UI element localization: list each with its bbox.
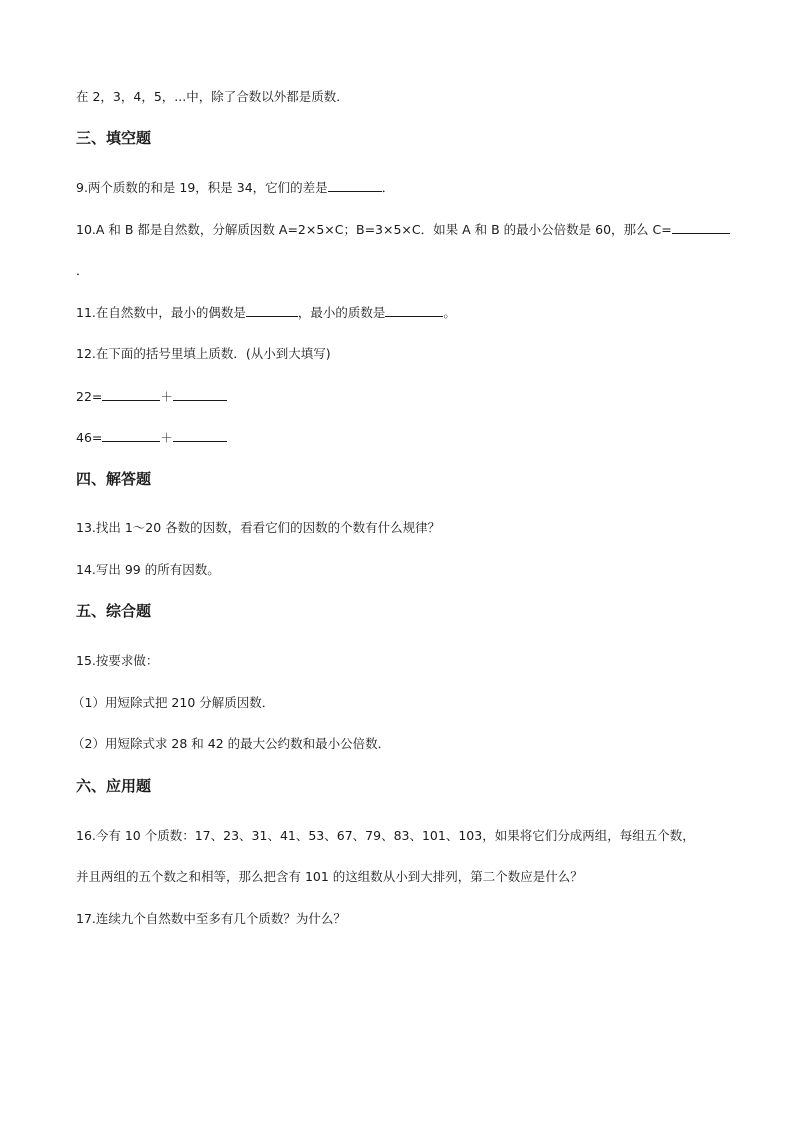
answer-blank-q9[interactable]	[328, 178, 382, 192]
question-11-text-a: 11.在自然数中，最小的偶数是	[76, 305, 246, 320]
question-17: 17.连续九个自然数中至多有几个质数？为什么？	[76, 911, 346, 926]
section-heading-fill-blank: 三、填空题	[76, 129, 152, 147]
question-12-equation-1	[76, 387, 227, 406]
question-9-text: 9.两个质数的和是 19，积是 34，它们的差是	[76, 180, 328, 195]
question-10-end: ．	[76, 263, 89, 278]
equation-1-lhs: 22=	[76, 389, 103, 404]
question-10-text: 10.A 和 B 都是自然数，分解质因数 A=2×5×C；B=3×5×C．如果 A 和 B 的最小公倍数是 60，那么 C=	[76, 222, 672, 237]
section-heading-comprehensive: 五、综合题	[76, 602, 152, 620]
question-15-part-2: （2）用短除式求 28 和 42 的最大公约数和最小公倍数．	[72, 736, 391, 751]
plus-sign: ＋	[160, 389, 173, 404]
question-11-text-b: ，最小的质数是	[297, 305, 386, 320]
question-12: 12.在下面的括号里填上质数．(从小到大填写)	[76, 346, 331, 361]
answer-blank-q12-eq1-b[interactable]	[173, 387, 227, 401]
question-9	[76, 178, 394, 197]
answer-blank-q12-eq1-a[interactable]	[102, 387, 160, 401]
intro-statement: 在 2，3，4，5，...中，除了合数以外都是质数．	[76, 89, 349, 104]
question-12-equation-2	[76, 428, 227, 447]
section-heading-application: 六、应用题	[76, 777, 152, 795]
question-14: 14.写出 99 的所有因数。	[76, 562, 220, 577]
question-15-part-1: （1）用短除式把 210 分解质因数．	[72, 695, 275, 710]
plus-sign: ＋	[160, 430, 173, 445]
question-11	[76, 303, 456, 322]
section-heading-solve: 四、解答题	[76, 470, 152, 488]
question-16-line-2: 并且两组的五个数之和相等，那么把含有 101 的这组数从小到大排列，第二个数应是什么？	[76, 869, 583, 884]
question-13: 13.找出 1～20 各数的因数，看看它们的因数的个数有什么规律？	[76, 520, 441, 535]
answer-blank-q11-a[interactable]	[246, 303, 298, 317]
question-10	[76, 220, 730, 239]
answer-blank-q12-eq2-a[interactable]	[102, 428, 160, 442]
question-11-end: 。	[443, 305, 456, 320]
question-16-line-1: 16.今有 10 个质数：17、23、31、41、53、67、79、83、101、103，如果将它们分成两组，每组五个数，	[76, 828, 695, 843]
answer-blank-q12-eq2-b[interactable]	[173, 428, 227, 442]
equation-2-lhs: 46=	[76, 430, 103, 445]
answer-blank-q11-b[interactable]	[385, 303, 443, 317]
question-9-end: ．	[381, 180, 395, 195]
question-15: 15.按要求做：	[76, 653, 159, 668]
answer-blank-q10[interactable]	[672, 220, 730, 234]
